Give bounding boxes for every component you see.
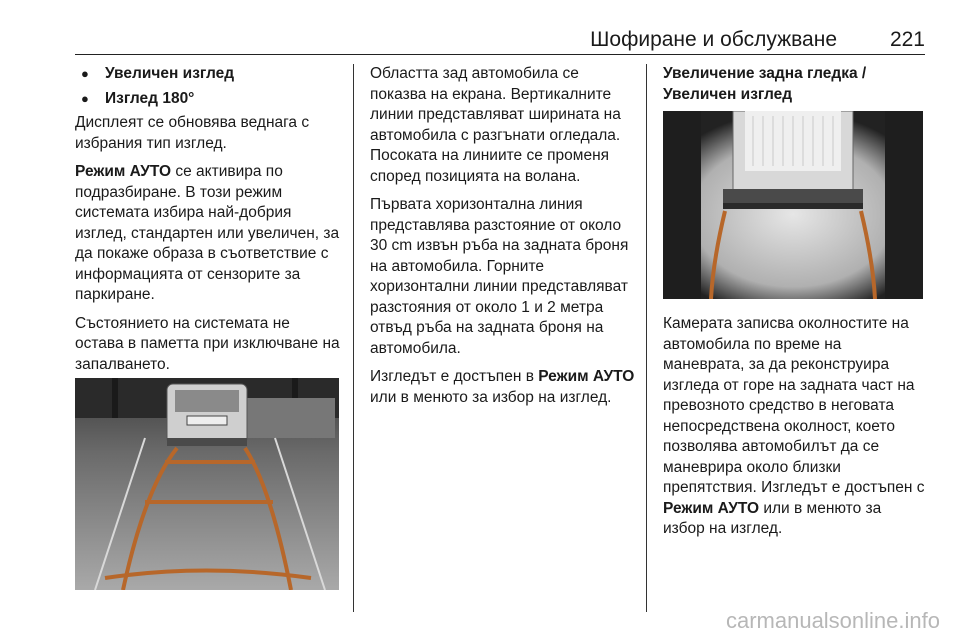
paragraph — [663, 314, 925, 540]
paragraph — [75, 162, 340, 306]
bold-term: Режим АУТО — [538, 368, 635, 385]
bold-term: Режим АУТО — [75, 163, 172, 180]
column-divider-2 — [646, 64, 647, 612]
column-3-body — [663, 314, 925, 548]
rear-camera-zoom-image — [663, 111, 923, 299]
page-number: 221 — [889, 28, 925, 51]
bullet-dot-icon: ● — [81, 66, 89, 81]
paragraph: Състоянието на системата не остава в паметта при изключване на запалването. — [75, 314, 340, 373]
column-3 — [663, 64, 925, 113]
bullet-item — [75, 64, 340, 85]
bullet-dot-icon: ● — [81, 90, 89, 106]
bullet-item — [75, 89, 340, 110]
column-divider-1 — [353, 64, 354, 612]
paragraph: Дисплеят се обновява веднага с избрания тип изглед. — [75, 114, 310, 152]
column-1 — [75, 64, 340, 412]
section-heading: Увеличение задна гледка / Увеличен изглед — [663, 65, 867, 103]
rear-camera-zoom-drawing — [663, 111, 923, 299]
bullet-text: Изглед 180° — [105, 89, 195, 107]
paragraph-text: се активира по подразбиране. В този режим системата избира най-добрия изглед, стандартен или увеличен, за да покаже образа в съответствие с информацията от сензорите за паркиране. — [75, 163, 340, 303]
bullet-text: Увеличен изглед — [105, 65, 235, 82]
rear-camera-standard-drawing — [75, 378, 339, 590]
watermark: carmanualsonline.info — [725, 608, 940, 633]
paragraph: Първата хоризонтална линия представлява разстояние от около 30 cm извън ръба на задната броня на автомобила. Горните хоризонтални линии представляват разстояния от около 1 и 2 метра отвъд ръба на задната броня на автомобила. — [370, 196, 629, 357]
column-2 — [370, 64, 635, 416]
header-title: Шофиране и обслужване — [590, 28, 837, 51]
bold-term: Режим АУТО — [663, 499, 760, 517]
paragraph-text: или в менюто за избор на изглед. — [663, 499, 882, 537]
paragraph: Областта зад автомобила се показва на екрана. Вертикалните линии представляват ширината на автомобила с разгънати огледала. Посоката на линиите се променя според позицията на волана. — [370, 65, 621, 185]
paragraph-text: Изгледът е достъпен в — [370, 368, 539, 385]
paragraph-text: Камерата записва околностите на автомобила по време на маневрата, за да реконструира изгледа от горе на задната част на превозното средство в неговата непосредствена околност, което позволява автомобилът да се маневрира около близки препятствия. Изгледът е достъпен с — [663, 315, 925, 496]
page-header — [75, 22, 925, 55]
rear-camera-standard-image — [75, 378, 339, 590]
paragraph — [370, 367, 635, 408]
paragraph-text: или в менюто за избор на изглед. — [370, 388, 612, 406]
